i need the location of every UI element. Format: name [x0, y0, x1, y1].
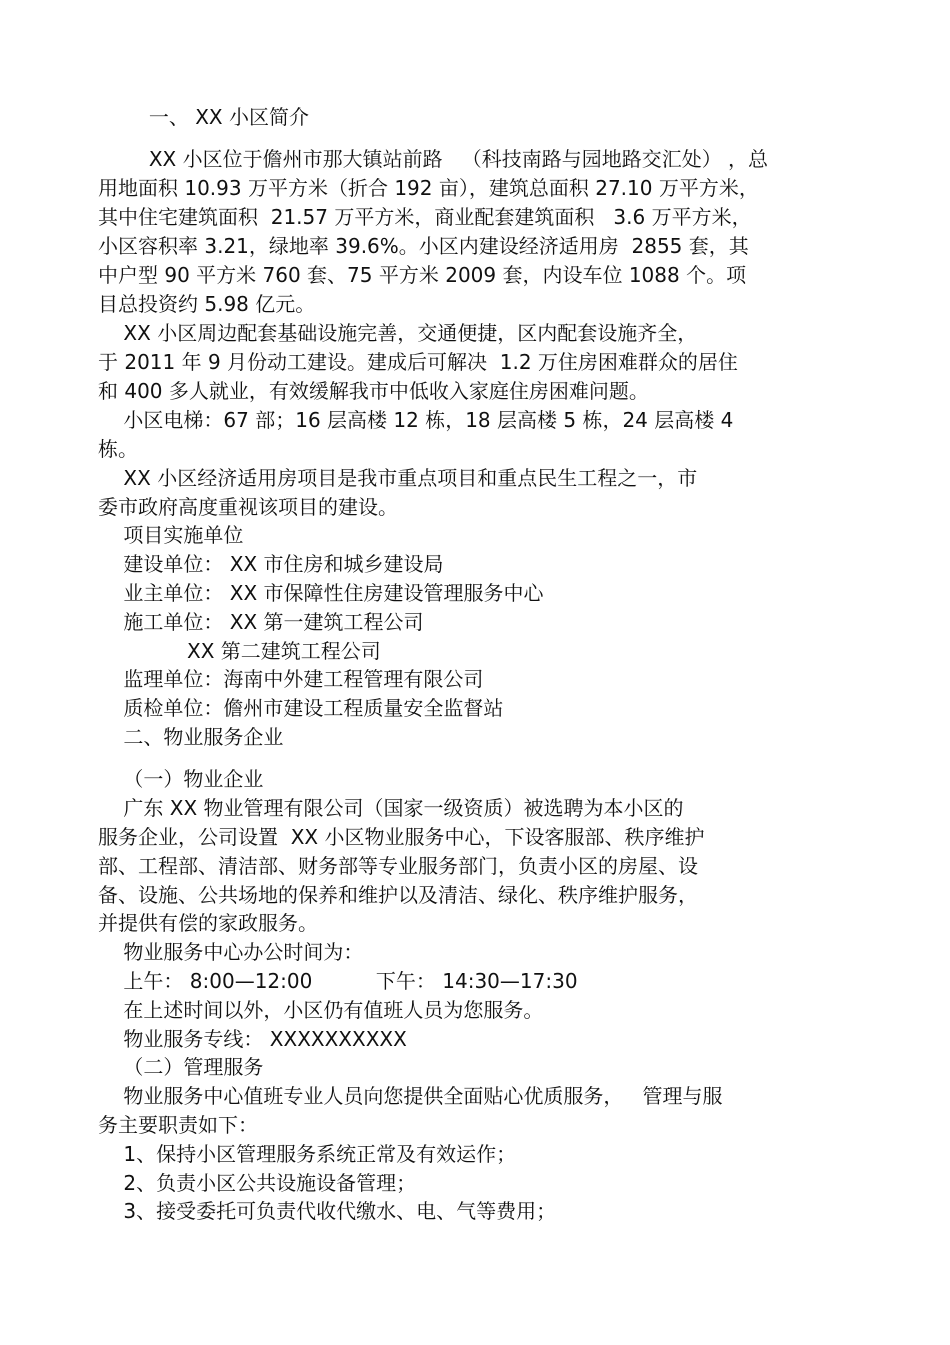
unit-line: 监理单位：海南中外建工程管理有限公司	[98, 667, 484, 691]
office-hours-line: 上午： 8:00—12:00 下午： 14:30—17:30	[98, 969, 578, 993]
paragraph-line: 于 2011 年 9 月份动工建设。建成后可解决 1.2 万住房困难群众的居住	[98, 350, 738, 374]
duty-list-item: 1、保持小区管理服务系统正常及有效运作；	[98, 1142, 517, 1166]
unit-line: 业主单位： XX 市保障性住房建设管理服务中心	[98, 581, 544, 605]
subheading-property-company: （一）物业企业	[98, 767, 264, 791]
paragraph-line: 用地面积 10.93 万平方米（折合 192 亩），建筑总面积 27.10 万平方米，	[98, 176, 759, 200]
paragraph-line: 广东 XX 物业管理有限公司（国家一级资质）被选聘为本小区的	[98, 796, 684, 820]
paragraph-line: 备、设施、公共场地的保养和维护以及清洁、绿化、秩序维护服务，	[98, 883, 698, 907]
paragraph-line: 中户型 90 平方米 760 套、75 平方米 2009 套，内设车位 1088 个。项	[98, 263, 747, 287]
paragraph-line: 目总投资约 5.98 亿元。	[98, 292, 316, 316]
paragraph-line: 服务企业，公司设置 XX 小区物业服务中心，下设客服部、秩序维护	[98, 825, 705, 849]
paragraph-line: XX 小区位于儋州市那大镇站前路 （科技南路与园地路交汇处） ，总	[98, 147, 769, 171]
paragraph-line: 小区电梯：67 部；16 层高楼 12 栋，18 层高楼 5 栋，24 层高楼 4	[98, 408, 734, 432]
duty-list-item: 3、接受委托可负责代收代缴水、电、气等费用；	[98, 1199, 557, 1223]
unit-line: 质检单位：儋州市建设工程质量安全监督站	[98, 696, 504, 720]
paragraph-line: 物业服务中心值班专业人员向您提供全面贴心优质服务， 管理与服	[98, 1084, 723, 1108]
paragraph-line: 小区容积率 3.21，绿地率 39.6%。小区内建设经济适用房 2855 套，其	[98, 234, 749, 258]
paragraph-line: XX 小区周边配套基础设施完善，交通便捷，区内配套设施齐全，	[98, 321, 698, 345]
unit-line: 建设单位： XX 市住房和城乡建设局	[98, 552, 444, 576]
paragraph-line: 栋。	[98, 437, 138, 461]
paragraph-line: 在上述时间以外，小区仍有值班人员为您服务。	[98, 998, 544, 1022]
paragraph-line: XX 小区经济适用房项目是我市重点项目和重点民生工程之一，市	[98, 466, 698, 490]
paragraph-line: 并提供有偿的家政服务。	[98, 911, 318, 935]
paragraph-line: 其中住宅建筑面积 21.57 万平方米，商业配套建筑面积 3.6 万平方米，	[98, 205, 752, 229]
unit-line: 施工单位： XX 第一建筑工程公司	[98, 610, 424, 634]
subheading-management-service: （二）管理服务	[98, 1055, 264, 1079]
section-heading-community-intro: 一、 XX 小区简介	[98, 105, 309, 129]
service-hotline: 物业服务专线： XXXXXXXXXX	[98, 1027, 407, 1051]
paragraph-line: 务主要职责如下：	[98, 1113, 258, 1137]
duty-list-item: 2、负责小区公共设施设备管理；	[98, 1171, 417, 1195]
section-heading-property-service: 二、物业服务企业	[98, 725, 284, 749]
paragraph-line: 部、工程部、清洁部、财务部等专业服务部门，负责小区的房屋、设	[98, 854, 698, 878]
subheading-project-units: 项目实施单位	[98, 523, 244, 547]
office-hours-heading: 物业服务中心办公时间为：	[98, 940, 364, 964]
paragraph-line: 委市政府高度重视该项目的建设。	[98, 495, 398, 519]
unit-line: XX 第二建筑工程公司	[98, 639, 381, 663]
paragraph-line: 和 400 多人就业，有效缓解我市中低收入家庭住房困难问题。	[98, 379, 649, 403]
